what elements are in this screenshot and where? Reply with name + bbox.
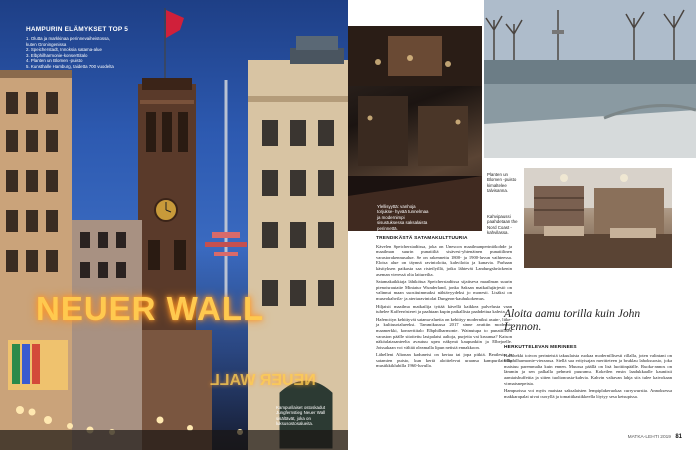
cafe-interior xyxy=(524,168,672,268)
middle-building xyxy=(72,220,142,450)
section-heading: HERKUTTELEVAN MERINEES xyxy=(504,345,577,350)
paragraph: Satamakaikkiaja lähikötua Speicherstadtissa sijaitseva maailman suurin pienoisrautatie Miniatur Wunderland, jonka Saksan matkailujärjestö on valinnut maan suosituimmaksi nähtävyydeksi jo monesti. Lisäksi on museokahvila- ja ateriaravintolat Dungeon-kauhukokemus. xyxy=(376,279,512,301)
bar-photo xyxy=(348,26,482,231)
top5-list xyxy=(26,36,136,70)
cafe-caption: Kahvipaussi paahdetaan the Nord Coast -kahvilassa. xyxy=(487,214,518,236)
top5-item: 3. Elbphilharmonie-konserttitalo xyxy=(26,52,88,58)
cafe-photo xyxy=(524,168,672,268)
paragraph: Lähelleni Altonan kaduneisi on kertaa tai jopa pitkiä. Beatlesin ja satamien puisto, kun kertä aloittelevat uraansa kampurilaisella musiikkiklubilla 1960-luvulla. xyxy=(376,352,512,369)
page-number: 81 xyxy=(675,434,682,440)
paragraph: Hallihekki toivon perinteistä takuulaista ruokaa modernillisesti rillalla, joten valintani on Elbphilharmonie-vieraassa. Siellä saa erityisajan meritieteen ja bruklau lahoksuosio, joka maistuu paremmalta kuin ennen. Muussa päällä on lisä luottiinpäälle. Ruoka-annos on lämmin ja sen palkalla pehmeä puuramu. Kokeilen ensin laadukkaalle kauniisti aamiaisbuffettia ja sitten tuoltonrasia-kahvia. Kahvin valtavan lahja siis tulee kaivokaan virmaisnepeista. xyxy=(504,352,672,386)
top5-item: 4. Planten un Blomen -puisto xyxy=(26,58,83,64)
right-page xyxy=(348,0,696,450)
top5-item: 2. Speicherstadt, Innoksia satama-alue xyxy=(26,47,102,53)
section-heading: TRENDIKÄSTÄ SATAMAKULTTUURIA xyxy=(376,236,468,241)
top5-item: kuten Groningenissa xyxy=(26,41,67,47)
top5-item: 5. Kunsthalle Hamburg, taidetta 700 vuodelta xyxy=(26,63,114,69)
neon-sign-mirror: NEUER WALL xyxy=(210,372,316,389)
paragraph: Kävelen Speicherstadtissa, joka on Unescon maailmanperintökohde ja maailman suurin punatiiliä sisävesi-yhtenäinen punatiilinen varastorakennusalue. Se on rakennettu 1800- ja 1900-luvun vaihteessa. Eloisa alue on täynnä ravintoloita, kahviloita ja kanavia. Parhaan käsityksen paikasta saa risteilyillä, jotka lähtevät Landungsbrückenin aseman vieressä olta laitureilta. xyxy=(376,243,512,277)
street-photo-caption: Kampurilaiset ostoskadut Jungfernstieg Neuer Wall sisältävät, joka on luksusostosalueita. xyxy=(276,405,326,427)
article-column-2 xyxy=(504,345,672,401)
park-photo xyxy=(484,0,696,158)
top5-box xyxy=(26,26,136,70)
winter-park xyxy=(484,0,696,158)
magazine-name: MATKA-LEHTI 2019 xyxy=(627,435,671,440)
page-footer xyxy=(628,434,682,440)
paragraph: Hampurissa voi myös maistaa saksalaisten lempiplakeruokaa currywurstia. Annoksessa makkarapalat uivat curryllä ja tomattikastikkeella löytyy sesa ketsupissa. xyxy=(504,388,672,399)
top5-title: HAMPURIN ELÄMYKSET TOP 5 xyxy=(26,26,129,33)
pull-quote: Aloita aamu torilla kuin John Lennon. xyxy=(504,308,641,333)
bar-interior xyxy=(348,26,482,231)
paragraph: Hafencityn kehittyvät satama-alueita on kehittyy moderniksi asuin-, liike- ja kulttuurialueeksi. Tammikuussa 2017 sinne avattiin modernia maamerkki, konserttitalo Elbphilharmonie. Wainutupa to punatiilisen varaston päälle sitoitettu lasipalatsi aaltoja, purjeita vai kruunua? Kaison näköalatasanteelta avautuu upea näkymä kaupunkiin ja Elbejoelle. Joissakaan voi vältää oleamalla lipun netistä ennakkoon. xyxy=(376,316,512,350)
flag xyxy=(166,10,184,38)
neon-sign: NEUER WALL xyxy=(36,290,265,327)
article-column-1 xyxy=(376,236,512,371)
paragraph: Hiljaisit maailma matkailija tyttää kävellä kaikkea palvelusta vaan tuhelee Kaffeerösterei ja paahtaan kupin paikallista paahdettua kahvia. xyxy=(376,303,512,315)
bar-caption: Ylellisyyttä: vanhoja torjukse- hyvää tunnelmaa ja modernimpi sisustuksessa saksalaista perinnettä. xyxy=(377,204,429,231)
park-caption: Planten un Blomen -puisto kimaltelee talvisanna. xyxy=(487,172,517,194)
top5-item: 1. Olutta ja markkinaa perinnevaiheistossa, xyxy=(26,36,110,41)
